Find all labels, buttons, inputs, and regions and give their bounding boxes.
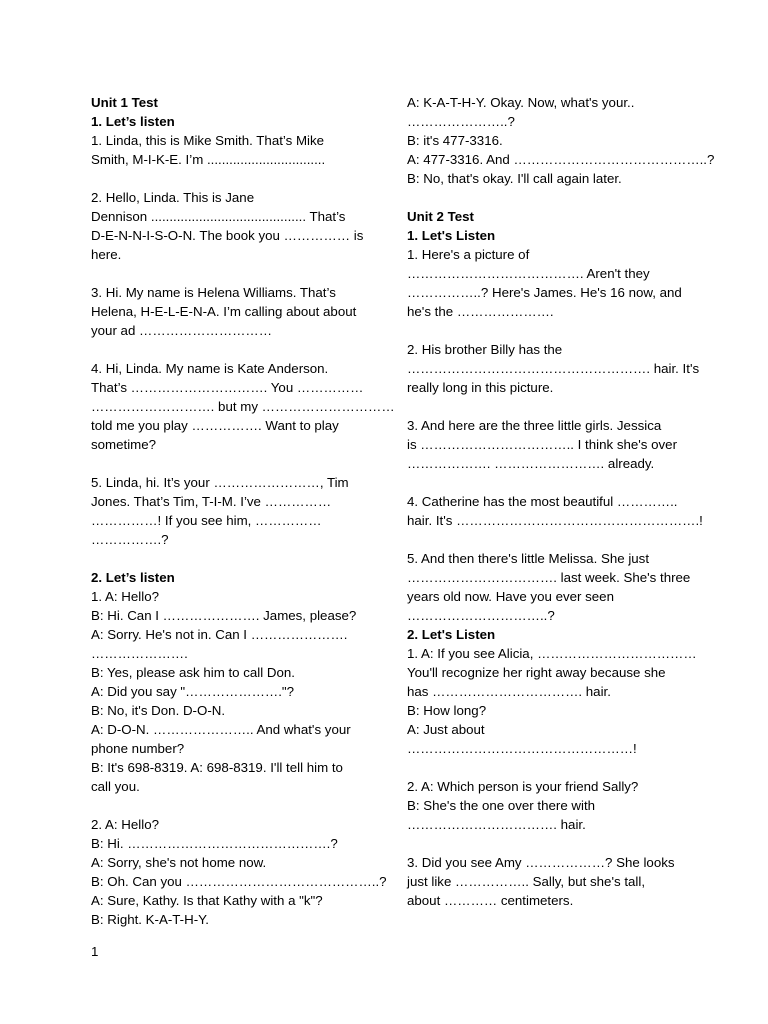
- text-line: B: No, that's okay. I'll call again later.: [407, 171, 622, 186]
- text-line: 3. Hi. My name is Helena Williams. That’s: [91, 285, 336, 300]
- text-line: 2. A: Hello?: [91, 817, 160, 832]
- text-line: years old now. Have you ever seen: [407, 589, 614, 604]
- text-line: B: it's 477-3316.: [407, 133, 503, 148]
- spacer: [91, 169, 369, 188]
- text-line: 3. And here are the three little girls. Jessica: [407, 418, 662, 433]
- text-line: he's the ………………….: [407, 304, 554, 319]
- text-line: B: It's 698-8319. A: 698-8319. I'll tell him to: [91, 760, 343, 775]
- text-line: here.: [91, 247, 122, 262]
- text-line: 2. A: Which person is your friend Sally?: [407, 779, 639, 794]
- spacer: [407, 397, 689, 416]
- left-column: [91, 93, 395, 929]
- text-line: 1. Here's a picture of: [407, 247, 530, 262]
- text-line: …………….?: [91, 532, 169, 547]
- text-line: hair. It's ……………………………………………….!: [407, 513, 703, 528]
- unit-2-title: Unit 2 Test: [407, 209, 474, 224]
- text-line: A: Did you say "…………………."?: [91, 684, 295, 699]
- unit-1-title: Unit 1 Test: [91, 95, 158, 110]
- text-line: is …………………………….. I think she's over: [407, 437, 678, 452]
- text-line: about ………… centimeters.: [407, 893, 574, 908]
- text-line: ……………………………………………!: [407, 741, 637, 756]
- text-line: really long in this picture.: [407, 380, 554, 395]
- text-line: ………………………………………………. hair. It's: [407, 361, 700, 376]
- text-line: D-E-N-N-I-S-O-N. The book you …………… is: [91, 228, 364, 243]
- text-line: ……………..? Here's James. He's 16 now, and: [407, 285, 682, 300]
- text-line: 2. His brother Billy has the: [407, 342, 563, 357]
- right-column: [407, 93, 715, 910]
- spacer: [91, 549, 369, 568]
- text-line: Jones. That’s Tim, T-I-M. I’ve ……………: [91, 494, 332, 509]
- text-line: ……………………………. hair.: [407, 817, 586, 832]
- spacer: [91, 796, 369, 815]
- text-line: 4. Hi, Linda. My name is Kate Anderson.: [91, 361, 329, 376]
- text-line: call you.: [91, 779, 140, 794]
- text-line: sometime?: [91, 437, 157, 452]
- text-line: A: 477-3316. And ……………………………………..?: [407, 152, 715, 167]
- text-line: ………………. ……………………. already.: [407, 456, 655, 471]
- text-line: …………………..?: [407, 114, 515, 129]
- text-line: your ad …………………………: [91, 323, 273, 338]
- page-number: 1: [91, 944, 99, 959]
- spacer: [407, 530, 689, 549]
- text-line: B: No, it's Don. D-O-N.: [91, 703, 226, 718]
- text-line: You'll recognize her right away because she: [407, 665, 666, 680]
- section-heading: 1. Let's Listen: [407, 228, 496, 243]
- spacer: [91, 454, 369, 473]
- text-line: ……………! If you see him, ……………: [91, 513, 322, 528]
- text-line: 4. Catherine has the most beautiful …………..: [407, 494, 678, 509]
- text-line: ……………………………. last week. She's three: [407, 570, 691, 585]
- spacer: [407, 758, 689, 777]
- text-line: A: Sorry, she's not home now.: [91, 855, 267, 870]
- text-line: just like …………….. Sally, but she's tall,: [407, 874, 646, 889]
- text-line: B: Oh. Can you ……………………………………..?: [91, 874, 387, 889]
- spacer: [407, 834, 689, 853]
- section-heading: 2. Let’s listen: [91, 570, 175, 585]
- text-line: That’s …………………………. You ……………: [91, 380, 364, 395]
- section-heading: 1. Let’s listen: [91, 114, 175, 129]
- text-line: B: Hi. ……………………………………….?: [91, 836, 338, 851]
- text-line: B: She's the one over there with: [407, 798, 596, 813]
- text-line: B: How long?: [407, 703, 487, 718]
- text-line: A: Sure, Kathy. Is that Kathy with a "k"?: [91, 893, 323, 908]
- text-line: 5. Linda, hi. It’s your ……………………, Tim: [91, 475, 349, 490]
- text-line: Dennison .......................................... That’s: [91, 209, 346, 224]
- text-line: …………………………………. Aren't they: [407, 266, 650, 281]
- text-line: has ……………………………. hair.: [407, 684, 611, 699]
- text-line: A: K-A-T-H-Y. Okay. Now, what's your..: [407, 95, 635, 110]
- text-line: B: Right. K-A-T-H-Y.: [91, 912, 209, 927]
- spacer: [91, 340, 369, 359]
- spacer: [91, 264, 369, 283]
- text-line: 3. Did you see Amy ………………? She looks: [407, 855, 675, 870]
- text-line: ………………….: [91, 646, 188, 661]
- text-line: 2. Hello, Linda. This is Jane: [91, 190, 255, 205]
- text-line: ………………………. but my …………………………: [91, 399, 395, 414]
- text-line: 5. And then there's little Melissa. She just: [407, 551, 650, 566]
- text-line: Helena, H-E-L-E-N-A. I’m calling about about: [91, 304, 357, 319]
- spacer: [407, 321, 689, 340]
- spacer: [407, 473, 689, 492]
- text-line: 1. Linda, this is Mike Smith. That’s Mike: [91, 133, 325, 148]
- text-line: 1. A: If you see Alicia, ………………………………: [407, 646, 697, 661]
- text-line: told me you play ……………. Want to play: [91, 418, 339, 433]
- text-line: A: Sorry. He's not in. Can I ………………….: [91, 627, 348, 642]
- text-line: …………………………..?: [407, 608, 555, 623]
- section-heading: 2. Let's Listen: [407, 627, 496, 642]
- text-line: B: Hi. Can I …………………. James, please?: [91, 608, 357, 623]
- text-line: A: Just about: [407, 722, 485, 737]
- text-line: Smith, M-I-K-E. I’m ................................: [91, 152, 326, 167]
- text-line: phone number?: [91, 741, 185, 756]
- spacer: [407, 188, 689, 207]
- text-line: 1. A: Hello?: [91, 589, 160, 604]
- text-line: B: Yes, please ask him to call Don.: [91, 665, 295, 680]
- text-line: A: D-O-N. ………………….. And what's your: [91, 722, 351, 737]
